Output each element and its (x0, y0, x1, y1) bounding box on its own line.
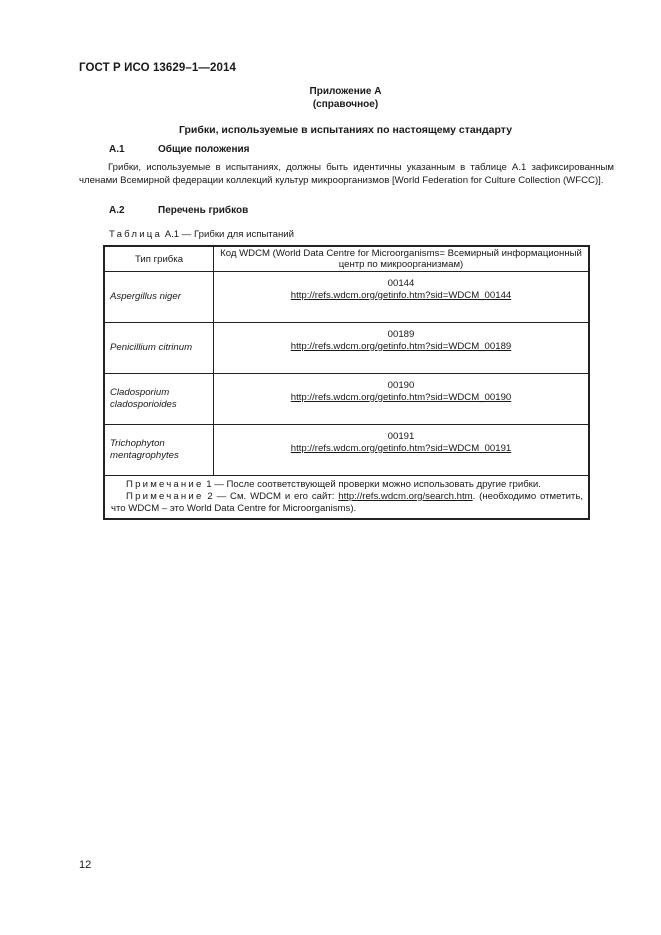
table-row (104, 374, 589, 425)
species-name: Cladosporium cladosporioides (104, 374, 214, 425)
table-caption-prefix: Таблица (109, 229, 163, 240)
species-name: Penicillium citrinum (104, 323, 214, 374)
wdcm-code: 00190 (387, 380, 415, 391)
table-caption-rest: А.1 — Грибки для испытаний (164, 229, 295, 240)
annex-title-block (0, 85, 661, 111)
section-a1-paragraph: Грибки, используемые в испытаниях, должны быть идентичны указанным в таблице А.1 зафиксированным членами Всемирной федерации коллекций культур микроорганизмов [World Federation for Culture Collection (WFCC)]. (79, 162, 614, 186)
note-2-text-a: 2 — См. WDCM и его сайт: (207, 491, 339, 502)
table-caption (109, 229, 294, 240)
main-heading: Грибки, используемые в испытаниях по настоящему стандарту (178, 124, 513, 136)
note-2 (111, 491, 583, 515)
species-name: Trichophyton mentagrophytes (104, 425, 214, 476)
section-a1-title: Общие положения (158, 144, 250, 155)
table-row (104, 425, 589, 476)
fungi-table (103, 245, 590, 520)
page-number: 12 (79, 859, 92, 871)
section-a1-number: А.1 (109, 144, 125, 155)
annex-title: Приложение А (309, 86, 382, 97)
table-notes (104, 476, 589, 520)
wdcm-cell (214, 323, 590, 374)
note-1-label: Примечание (126, 479, 204, 490)
note-1 (111, 479, 583, 491)
section-a2-number: А.2 (109, 205, 125, 216)
wdcm-link[interactable]: http://refs.wdcm.org/getinfo.htm?sid=WDCM_00191 (290, 443, 512, 454)
table-notes-row (104, 476, 589, 520)
note-2-link[interactable]: http://refs.wdcm.org/search.htm (338, 491, 473, 502)
wdcm-cell (214, 425, 590, 476)
col-header-fungus-type: Тип грибка (104, 246, 214, 272)
table-row (104, 323, 589, 374)
annex-subtitle: (справочное) (312, 99, 379, 110)
wdcm-code: 00189 (387, 329, 415, 340)
note-2-label: Примечание (126, 491, 204, 502)
species-name: Aspergillus niger (104, 272, 214, 323)
wdcm-link[interactable]: http://refs.wdcm.org/getinfo.htm?sid=WDCM_00144 (290, 290, 512, 301)
wdcm-link[interactable]: http://refs.wdcm.org/getinfo.htm?sid=WDCM_00190 (290, 392, 512, 403)
wdcm-cell (214, 272, 590, 323)
note-2-text-b: . (необходимо отметить, что WDCM – это World Data Centre for Microorganisms). (111, 491, 583, 514)
wdcm-link[interactable]: http://refs.wdcm.org/getinfo.htm?sid=WDCM_00189 (290, 341, 512, 352)
wdcm-code: 00191 (387, 431, 415, 442)
table-header-row (104, 246, 589, 272)
document-code: ГОСТ Р ИСО 13629–1—2014 (79, 62, 236, 74)
wdcm-code: 00144 (387, 278, 415, 289)
col-header-wdcm-code: Код WDCM (World Data Centre for Microorganisms= Всемирный информационный центр по микроорганизмам) (214, 246, 590, 272)
table-row (104, 272, 589, 323)
wdcm-cell (214, 374, 590, 425)
note-1-text: 1 — После соответствующей проверки можно использовать другие грибки. (206, 479, 541, 490)
section-a2-title: Перечень грибков (158, 205, 249, 216)
